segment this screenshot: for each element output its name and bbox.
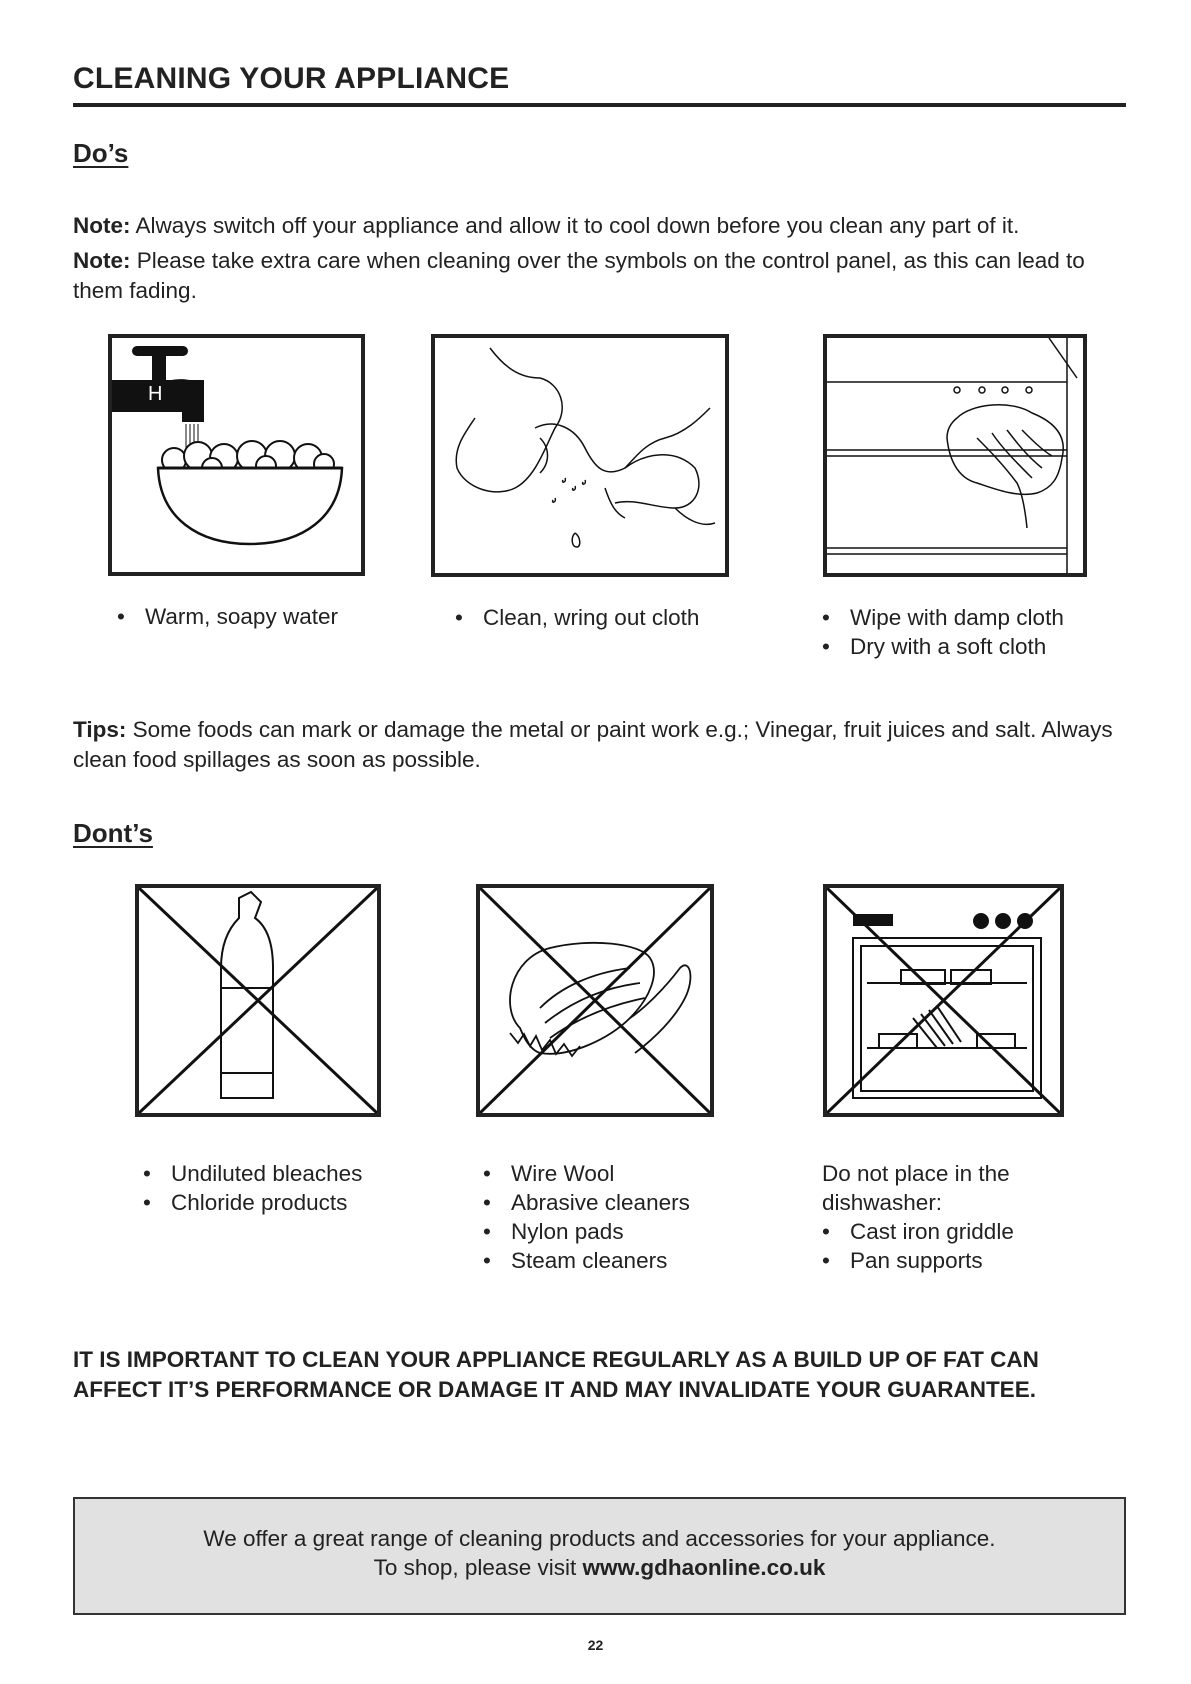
list-item: • Chloride products [143, 1188, 362, 1217]
list-item: • Cast iron griddle [822, 1217, 1014, 1246]
dos-list-1 [117, 602, 338, 631]
dos-list-3 [822, 603, 1064, 661]
note-2-label: Note: [73, 248, 131, 273]
list-item: • Pan supports [822, 1246, 1014, 1275]
page-number: 22 [587, 1637, 604, 1653]
note-1-label: Note: [73, 213, 131, 238]
shop-line-1: We offer a great range of cleaning products and accessories for your appliance. [203, 1526, 996, 1551]
tips-text: Some foods can mark or damage the metal or paint work e.g.; Vinegar, fruit juices and salt. Always clean food spillages as soon as possible. [73, 717, 1113, 772]
shop-box [73, 1497, 1126, 1615]
donts-heading: Dont’s [73, 818, 153, 848]
dos-list-2 [455, 603, 699, 632]
list-item: • Wipe with damp cloth [822, 603, 1064, 632]
page-title: CLEANING YOUR APPLIANCE [73, 62, 510, 95]
wring-cloth-icon [431, 334, 729, 577]
tap-hot-label: H [148, 383, 163, 405]
title-divider [73, 103, 1126, 107]
list-item: • Abrasive cleaners [483, 1188, 690, 1217]
donts-list-3 [822, 1217, 1014, 1275]
shop-line-2-prefix: To shop, please visit [373, 1555, 583, 1580]
list-item: • Steam cleaners [483, 1246, 690, 1275]
tips-label: Tips: [73, 717, 127, 742]
list-item: • Clean, wring out cloth [455, 603, 699, 632]
shop-url-link[interactable]: www.gdhaonline.co.uk [582, 1555, 826, 1580]
donts-list-2 [483, 1159, 690, 1275]
list-item: • Wire Wool [483, 1159, 690, 1188]
wipe-panel-icon [823, 334, 1087, 577]
dishwasher-crossed-icon [823, 884, 1064, 1117]
dishwasher-intro: Do not place in the dishwasher: [822, 1161, 1010, 1215]
guarantee-warning: IT IS IMPORTANT TO CLEAN YOUR APPLIANCE REGULARLY AS A BUILD UP OF FAT CAN AFFECT IT’S PERFORMANCE OR DAMAGE IT AND MAY INVALIDATE YOUR GUARANTEE. [73, 1347, 1039, 1402]
donts-list-1 [143, 1159, 362, 1217]
tips-paragraph [73, 715, 1153, 775]
shop-line-2 [75, 1553, 1124, 1582]
tap-bowl-icon [108, 334, 365, 576]
scourer-crossed-icon [476, 884, 714, 1117]
note-1-text: Always switch off your appliance and allow it to cool down before you clean any part of it. [130, 213, 1020, 238]
list-item: • Dry with a soft cloth [822, 632, 1064, 661]
note-2 [73, 246, 1123, 306]
bleach-bottle-crossed-icon [135, 884, 381, 1117]
list-item: • Undiluted bleaches [143, 1159, 362, 1188]
list-item: • Nylon pads [483, 1217, 690, 1246]
note-1 [73, 211, 1133, 241]
note-2-text: Please take extra care when cleaning over the symbols on the control panel, as this can lead to them fading. [73, 248, 1085, 303]
dos-heading: Do’s [73, 138, 129, 168]
list-item: • Warm, soapy water [117, 602, 338, 631]
